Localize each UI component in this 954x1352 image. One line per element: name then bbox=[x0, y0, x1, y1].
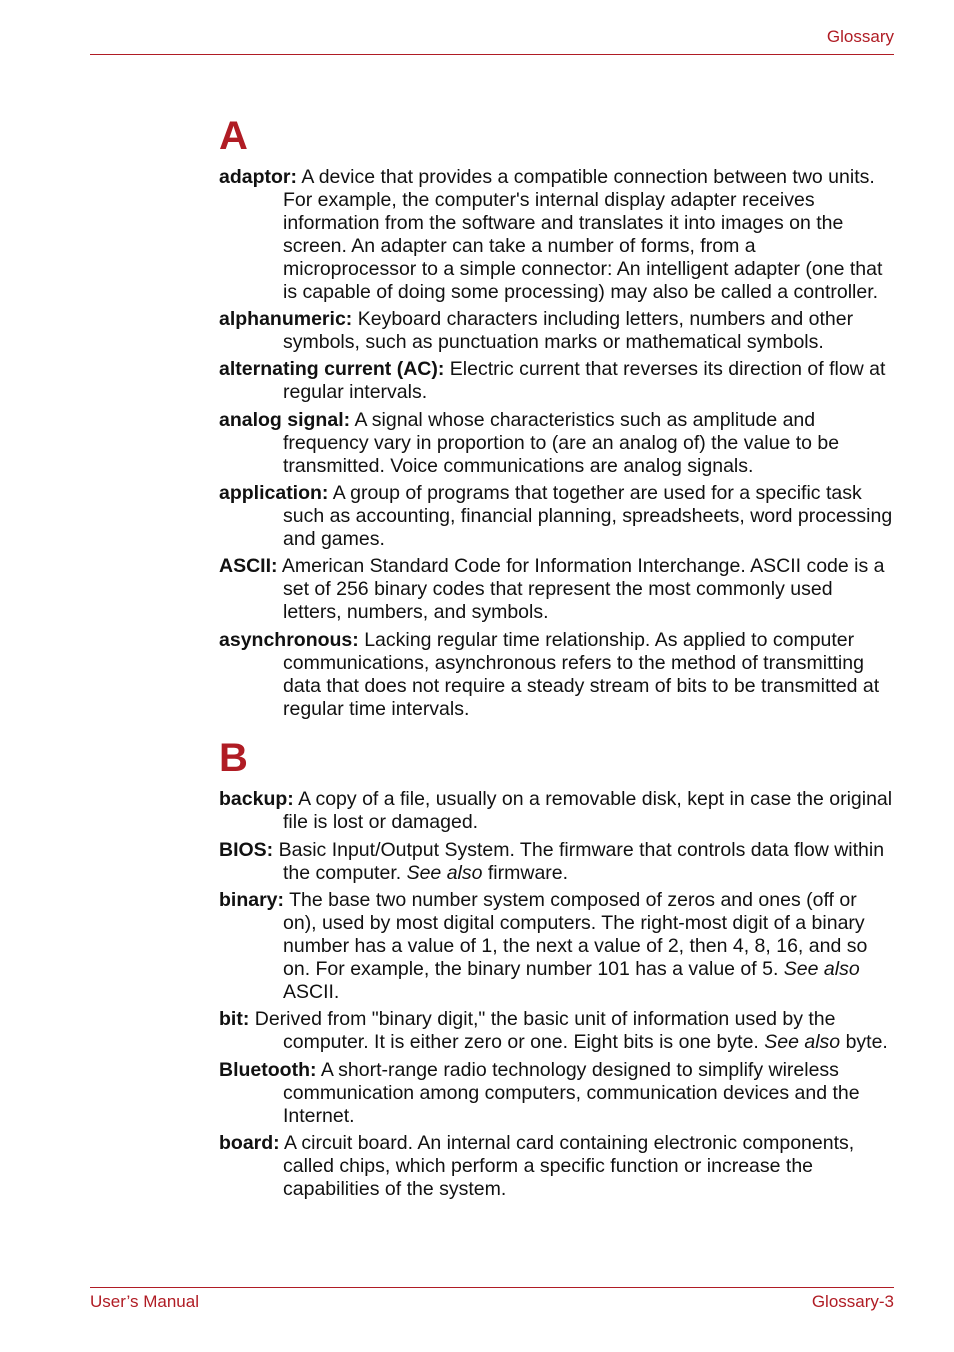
section-letter-b: B bbox=[219, 736, 248, 781]
entry-definition: American Standard Code for Information Interchange. ASCII code is a set of 256 binary codes that represent the most commonly used letters, numbers, and symbols. bbox=[281, 555, 885, 624]
entry-term: Bluetooth: bbox=[219, 1058, 317, 1081]
glossary-entry-binary bbox=[219, 889, 894, 1004]
header-divider bbox=[90, 54, 894, 55]
footer-page-number: Glossary-3 bbox=[811, 1292, 894, 1311]
glossary-entry-bit bbox=[219, 1008, 894, 1054]
entry-definition: A group of programs that together are used for a specific task such as accounting, financial planning, spreadsheets, word processing and games. bbox=[283, 482, 893, 550]
entry-definition: A device that provides a compatible connection between two units. For example, the computer's internal display adapter receives information from the software and translates it into images on the screen. An adapter can take a number of forms, from a microprocessor to a simple connector: An intelligent adapter (one that is capable of doing some processing) may also be called a controller. bbox=[283, 166, 883, 303]
entry-term: board: bbox=[219, 1132, 280, 1155]
entry-term: alphanumeric: bbox=[219, 308, 353, 331]
see-also-label: See also bbox=[764, 1031, 841, 1054]
see-also-target: ASCII. bbox=[283, 980, 340, 1003]
entry-definition: A copy of a file, usually on a removable disk, kept in case the original file is lost or damaged. bbox=[283, 788, 893, 834]
see-also-target: byte. bbox=[845, 1031, 888, 1054]
glossary-content bbox=[219, 112, 894, 1205]
entry-term: asynchronous: bbox=[219, 628, 359, 651]
entry-term: ASCII: bbox=[219, 555, 278, 578]
glossary-entry-asynchronous bbox=[219, 629, 894, 721]
see-also-target: firmware. bbox=[487, 861, 569, 884]
entry-term: analog signal: bbox=[219, 408, 351, 431]
section-letter-a: A bbox=[219, 114, 248, 158]
entry-term: application: bbox=[219, 482, 329, 505]
see-also-label: See also bbox=[783, 957, 860, 980]
entry-definition: The base two number system composed of zeros and ones (off or on), used by most digital computers. The right-most digit of a binary number has a value of 1, the next a value of 2, then 4, 8, 16, and so on. For example, the binary number 101 has a value of 5. bbox=[283, 889, 868, 980]
glossary-entry-alphanumeric bbox=[219, 308, 894, 354]
glossary-entry-bluetooth bbox=[219, 1059, 894, 1128]
entry-term: adaptor: bbox=[219, 166, 297, 188]
entry-definition: Electric current that reverses its direction of flow at regular intervals. bbox=[283, 358, 886, 404]
glossary-entry-alternating-current bbox=[219, 358, 894, 404]
entry-definition: A circuit board. An internal card containing electronic components, called chips, which perform a specific function or increase the capabilities of the system. bbox=[283, 1132, 855, 1200]
see-also-label: See also bbox=[406, 861, 483, 884]
glossary-entry-bios bbox=[219, 839, 894, 885]
glossary-entry-board bbox=[219, 1132, 894, 1201]
entry-term: bit: bbox=[219, 1008, 250, 1031]
entry-term: binary: bbox=[219, 889, 285, 912]
glossary-entry-ascii bbox=[219, 555, 894, 624]
entry-definition: A signal whose characteristics such as amplitude and frequency vary in proportion to (are an analog of) the value to be transmitted. Voice communications are analog signals. bbox=[283, 408, 840, 477]
glossary-entry-adaptor bbox=[219, 166, 894, 303]
glossary-entry-analog-signal bbox=[219, 409, 894, 478]
entry-definition: Basic Input/Output System. The firmware that controls data flow within the computer. bbox=[278, 838, 885, 884]
glossary-entry-application bbox=[219, 482, 894, 551]
entry-definition: Keyboard characters including letters, numbers and other symbols, such as punctuation marks or mathematical symbols. bbox=[283, 308, 854, 353]
glossary-entry-backup bbox=[219, 788, 894, 834]
footer-manual-title: User’s Manual bbox=[90, 1292, 199, 1311]
footer-divider bbox=[90, 1287, 894, 1288]
entry-definition: Lacking regular time relationship. As applied to computer communications, asynchronous refers to the method of transmitting data that does not require a steady stream of bits to be transmitted at regular time intervals. bbox=[283, 628, 880, 720]
entry-definition: A short-range radio technology designed to simplify wireless communication among computers, communication devices and the Internet. bbox=[283, 1058, 860, 1127]
entry-term: BIOS: bbox=[219, 838, 274, 861]
running-header: Glossary bbox=[826, 27, 894, 46]
entry-definition: Derived from "binary digit," the basic unit of information used by the computer. It is either zero or one. Eight bits is one byte. bbox=[254, 1008, 836, 1054]
entry-term: backup: bbox=[219, 788, 294, 811]
entry-term: alternating current (AC): bbox=[219, 358, 445, 381]
